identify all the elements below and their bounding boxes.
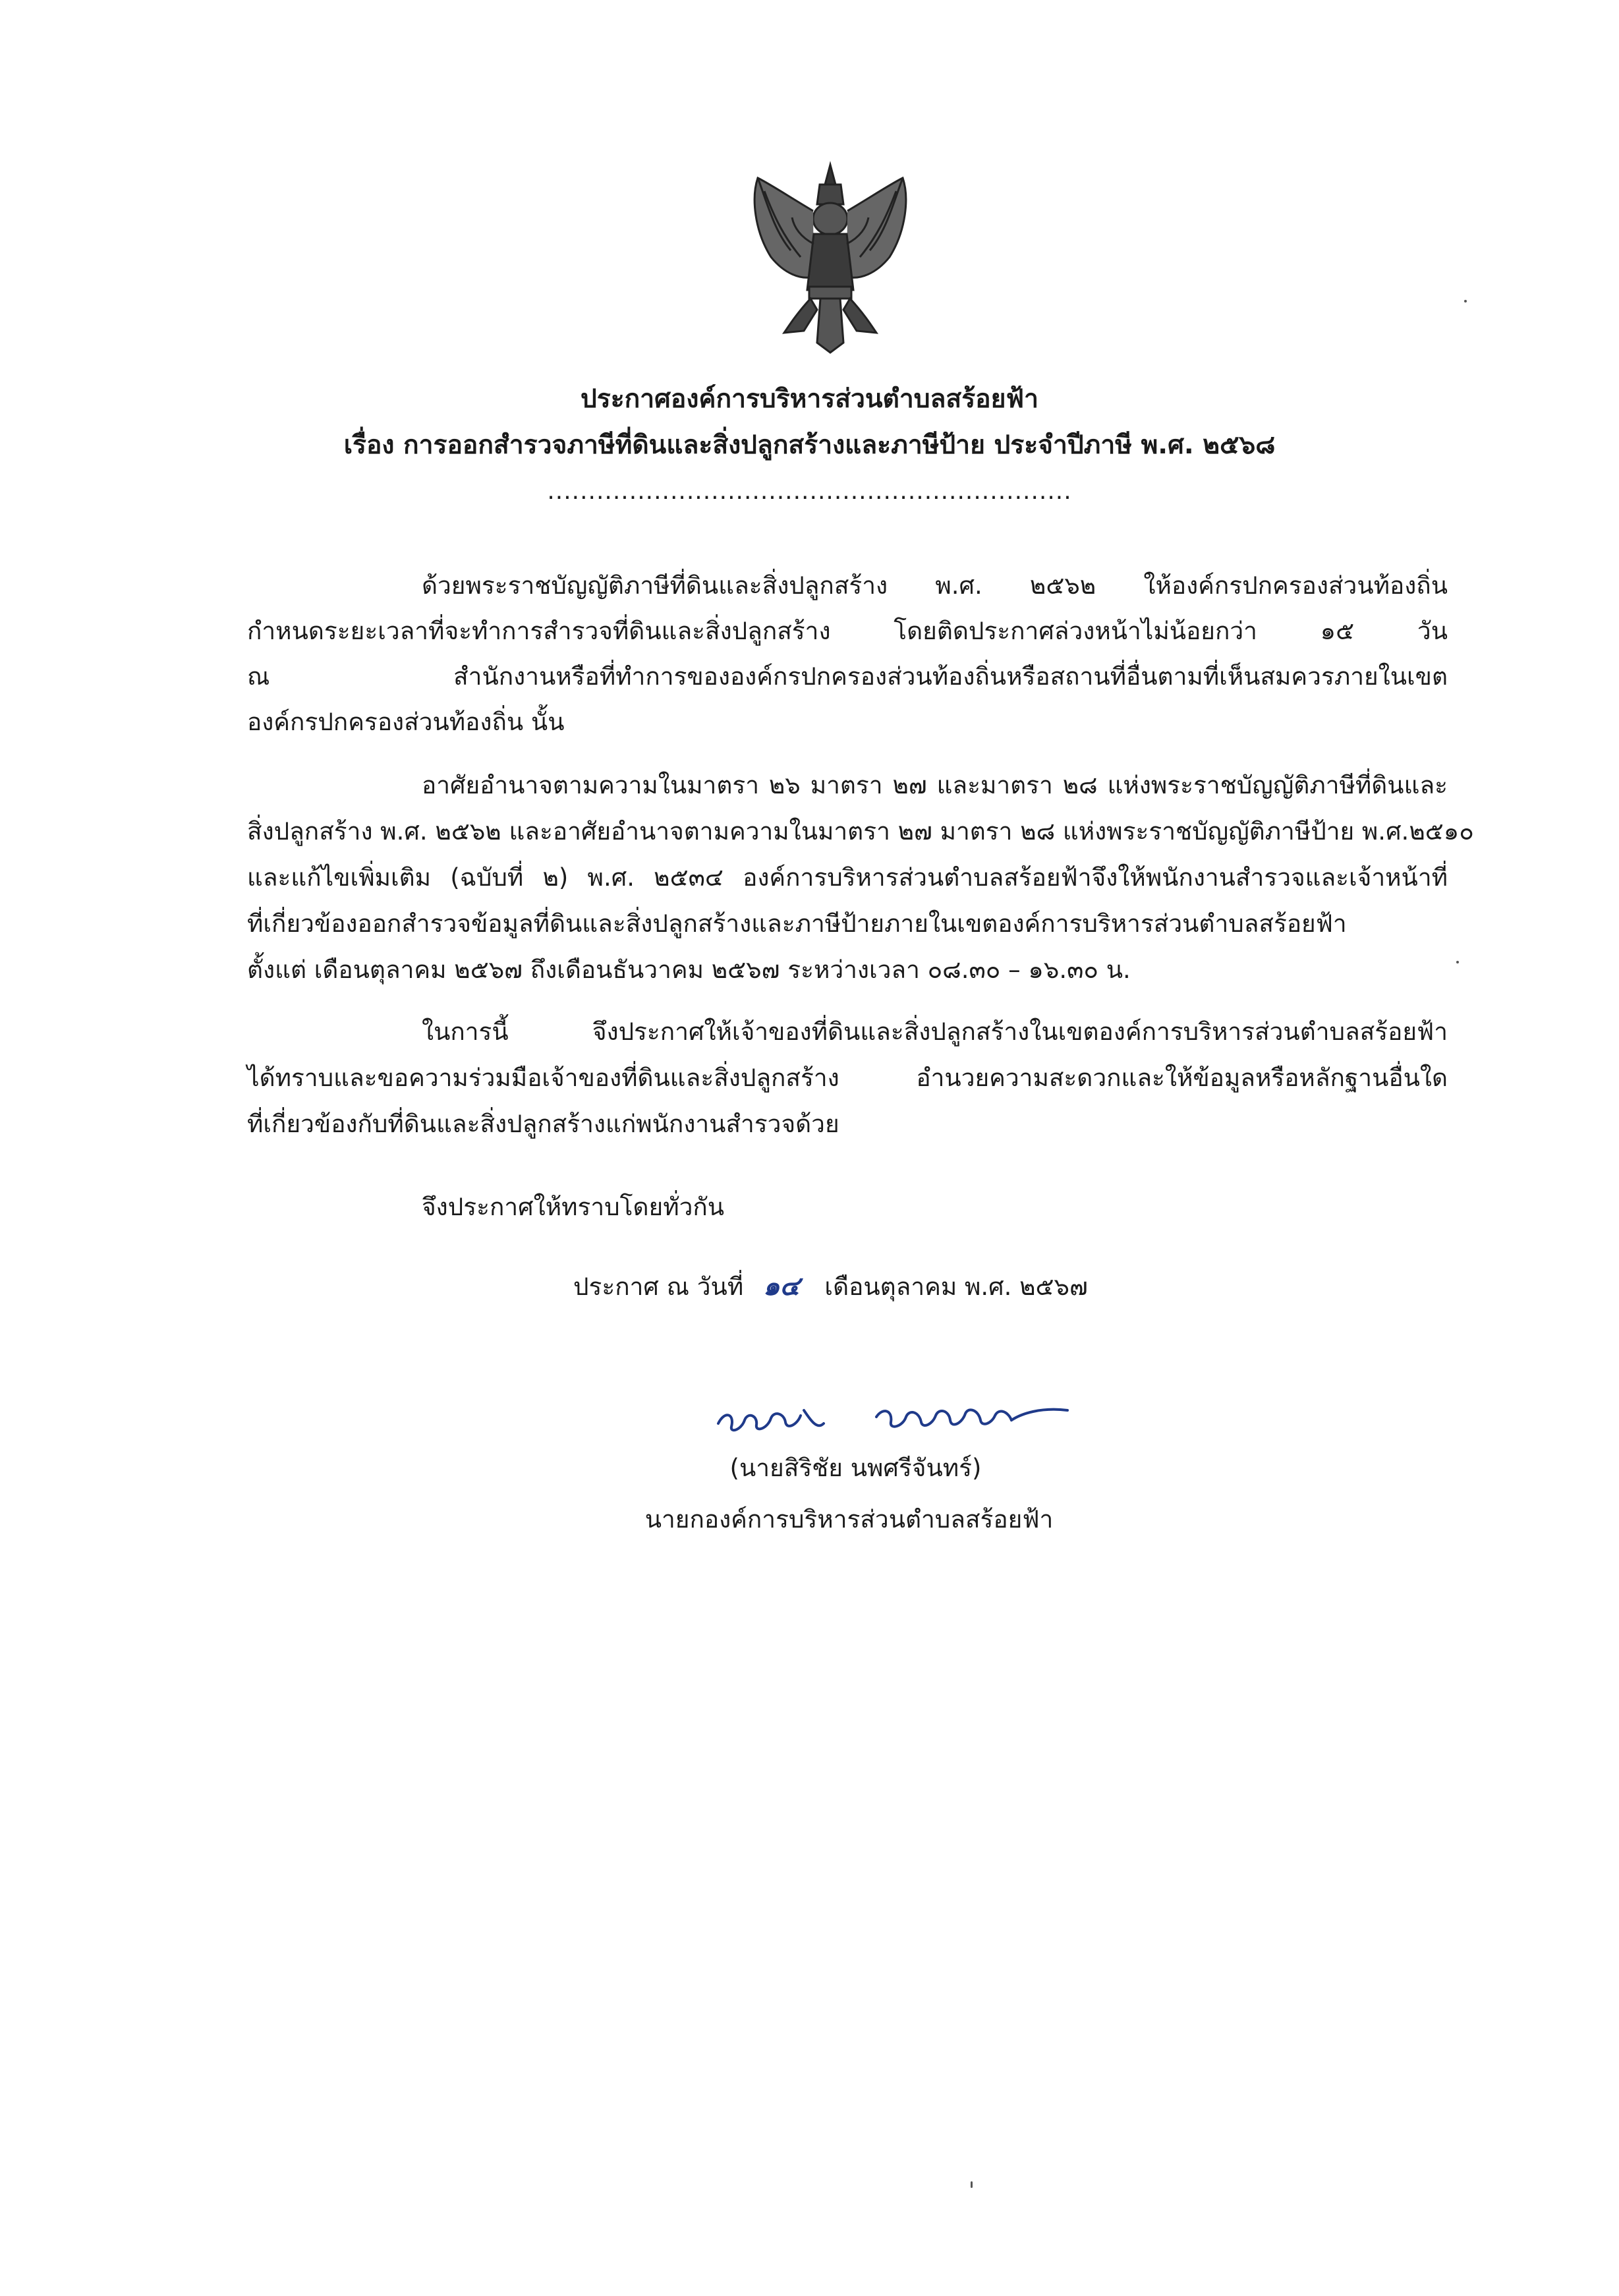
paragraph-2-line: ที่เกี่ยวข้องออกสำรวจข้อมูลที่ดินและสิ่งปลูกสร้างและภาษีป้ายภายในเขตองค์การบริหารส่วนตำบลสร้อยฟ้า xyxy=(247,909,1347,938)
scan-speck xyxy=(1464,300,1467,302)
scan-speck xyxy=(971,2181,973,2188)
date-suffix: เดือนตุลาคม พ.ศ. ๒๕๖๗ xyxy=(824,1273,1088,1301)
date-prefix: ประกาศ ณ วันที่ xyxy=(573,1273,744,1301)
handwritten-signature xyxy=(712,1384,1081,1456)
paragraph-1-line: ด้วยพระราชบัญญัติภาษีที่ดินและสิ่งปลูกสร้าง พ.ศ. ๒๕๖๒ ให้องค์กรปกครองส่วนท้องถิ่น xyxy=(422,571,1448,600)
paragraph-2-line: ตั้งแต่ เดือนตุลาคม ๒๕๖๗ ถึงเดือนธันวาคม ๒๕๖๗ ระหว่างเวลา ๐๘.๓๐ – ๑๖.๓๐ น. xyxy=(247,956,1131,984)
signatory-position: นายกองค์การบริหารส่วนตำบลสร้อยฟ้า xyxy=(644,1505,1054,1534)
announcement-date xyxy=(573,1268,1088,1306)
paragraph-3-line: ได้ทราบและขอความร่วมมือเจ้าของที่ดินและสิ่งปลูกสร้าง อำนวยความสะดวกและให้ข้อมูลหรือหลักฐานอื่นใด xyxy=(247,1064,1448,1092)
paragraph-1-line: กำหนดระยะเวลาที่จะทำการสำรวจที่ดินและสิ่งปลูกสร้าง โดยติดประกาศล่วงหน้าไม่น้อยกว่า ๑๕ วัน xyxy=(247,617,1448,645)
signatory-name: (นายสิริชัย นพศรีจันทร์) xyxy=(729,1454,982,1482)
paragraph-2-line: อาศัยอำนาจตามความในมาตรา ๒๖ มาตรา ๒๗ และมาตรา ๒๘ แห่งพระราชบัญญัติภาษีที่ดินและ xyxy=(422,771,1448,799)
date-day-handwritten: ๑๔ xyxy=(762,1271,800,1302)
paragraph-2-line: สิ่งปลูกสร้าง พ.ศ. ๒๕๖๒ และอาศัยอำนาจตามความในมาตรา ๒๗ มาตรา ๒๘ แห่งพระราชบัญญัติภาษีป้าย พ.ศ.๒๕๑๐ xyxy=(247,817,1474,846)
closing-statement: จึงประกาศให้ทราบโดยทั่วกัน xyxy=(422,1193,725,1221)
paragraph-1-line: องค์กรปกครองส่วนท้องถิ่น นั้น xyxy=(247,708,565,736)
paragraph-1-line: ณ สำนักงานหรือที่ทำการขององค์กรปกครองส่วนท้องถิ่นหรือสถานที่อื่นตามที่เห็นสมควรภายในเขต xyxy=(247,662,1448,691)
announcement-subject: เรื่อง การออกสำรวจภาษีที่ดินและสิ่งปลูกสร้างและภาษีป้าย ประจำปีภาษี พ.ศ. ๒๕๖๘ xyxy=(343,430,1276,460)
title-separator: ................................................................ xyxy=(547,478,1072,505)
announcement-title: ประกาศองค์การบริหารส่วนตำบลสร้อยฟ้า xyxy=(581,384,1038,414)
garuda-emblem-icon xyxy=(745,158,916,356)
paragraph-3-line: ที่เกี่ยวข้องกับที่ดินและสิ่งปลูกสร้างแก่พนักงานสำรวจด้วย xyxy=(247,1110,839,1138)
paragraph-2-line: และแก้ไขเพิ่มเติม (ฉบับที่ ๒) พ.ศ. ๒๕๓๔ องค์การบริหารส่วนตำบลสร้อยฟ้าจึงให้พนักงานสำรวจและเจ้าหน้าที่ xyxy=(247,863,1448,892)
paragraph-3-line: ในการนี้ จึงประกาศให้เจ้าของที่ดินและสิ่งปลูกสร้างในเขตองค์การบริหารส่วนตำบลสร้อยฟ้า xyxy=(422,1018,1448,1046)
scan-speck xyxy=(1456,961,1459,963)
